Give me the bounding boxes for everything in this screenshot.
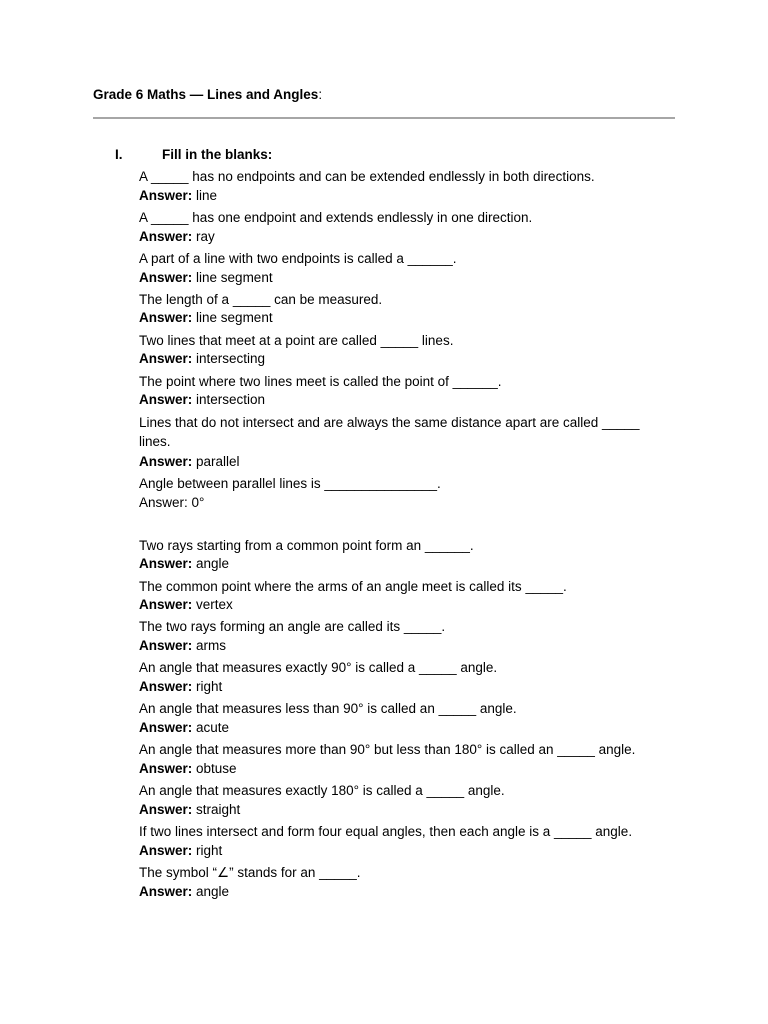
answer-line (139, 884, 229, 899)
answer-label: Answer: (139, 679, 193, 694)
answer-line (139, 638, 226, 653)
answer-label: Answer: (139, 638, 193, 653)
answer-value: ray (196, 229, 215, 244)
section-title: Fill in the blanks: (162, 147, 273, 162)
answer-line-plain: Answer: 0° (139, 495, 205, 510)
question-text: A _____ has one endpoint and extends endlessly in one direction. (139, 210, 533, 225)
answer-value: obtuse (196, 761, 237, 776)
answer-value: straight (196, 802, 241, 817)
answer-label: Answer: (139, 556, 193, 571)
answer-line (139, 351, 265, 366)
question-text: Two lines that meet at a point are called _____ lines. (139, 333, 454, 348)
answer-value: angle (196, 556, 230, 571)
answer-label: Answer: (139, 188, 193, 203)
answer-line (139, 392, 265, 407)
title-colon: : (318, 87, 323, 102)
question-text: Two rays starting from a common point form an ______. (139, 538, 474, 553)
answer-label: Answer: (139, 761, 193, 776)
answer-label: Answer: (139, 884, 193, 899)
answer-line (139, 556, 229, 571)
answer-label: Answer: (139, 351, 193, 366)
question-text: The symbol “∠” stands for an _____. (139, 865, 361, 880)
answer-value: line segment (196, 310, 273, 325)
horizontal-rule (93, 117, 675, 119)
answer-value: arms (196, 638, 227, 653)
question-text: The two rays forming an angle are called its _____. (139, 619, 446, 634)
answer-value: line segment (196, 270, 273, 285)
section-heading (115, 147, 272, 162)
answer-line (139, 679, 222, 694)
question-text-continuation: lines. (139, 434, 171, 449)
answer-label: Answer: (139, 310, 193, 325)
question-text: If two lines intersect and form four equal angles, then each angle is a _____ angle. (139, 824, 633, 839)
answer-value: right (196, 679, 223, 694)
answer-line (139, 188, 217, 203)
answer-label: Answer: (139, 454, 193, 469)
answer-line (139, 597, 233, 612)
answer-value: line (196, 188, 218, 203)
answer-line (139, 310, 273, 325)
answer-value: intersection (196, 392, 266, 407)
answer-label: Answer: (139, 270, 193, 285)
answer-line (139, 761, 237, 776)
answer-label: Answer: (139, 597, 193, 612)
answer-value: acute (196, 720, 230, 735)
answer-line (139, 270, 273, 285)
answer-line (139, 802, 240, 817)
document-title (93, 87, 322, 102)
answer-line (139, 454, 240, 469)
answer-value: right (196, 843, 223, 858)
answer-label: Answer: (139, 802, 193, 817)
answer-label: Answer: (139, 843, 193, 858)
question-text: An angle that measures exactly 90° is called a _____ angle. (139, 660, 498, 675)
question-text: Lines that do not intersect and are always the same distance apart are called _____ (139, 415, 640, 430)
answer-value: parallel (196, 454, 240, 469)
question-text: An angle that measures less than 90° is called an _____ angle. (139, 701, 517, 716)
answer-value: angle (196, 884, 230, 899)
answer-label: Answer: (139, 229, 193, 244)
question-text: The point where two lines meet is called the point of ______. (139, 374, 502, 389)
answer-line (139, 229, 215, 244)
answer-value: intersecting (196, 351, 266, 366)
question-text: A part of a line with two endpoints is called a ______. (139, 251, 457, 266)
answer-value: vertex (196, 597, 233, 612)
question-text: An angle that measures more than 90° but less than 180° is called an _____ angle. (139, 742, 636, 757)
section-number: I. (115, 147, 123, 162)
answer-label: Answer: (139, 720, 193, 735)
answer-line (139, 720, 229, 735)
question-text: The length of a _____ can be measured. (139, 292, 383, 307)
answer-line (139, 843, 222, 858)
question-text: Angle between parallel lines is _______________. (139, 476, 441, 491)
answer-label: Answer: (139, 392, 193, 407)
question-text: A _____ has no endpoints and can be extended endlessly in both directions. (139, 169, 595, 184)
title-text: Grade 6 Maths — Lines and Angles (93, 87, 319, 102)
question-text: The common point where the arms of an angle meet is called its _____. (139, 579, 567, 594)
question-text: An angle that measures exactly 180° is called a _____ angle. (139, 783, 505, 798)
